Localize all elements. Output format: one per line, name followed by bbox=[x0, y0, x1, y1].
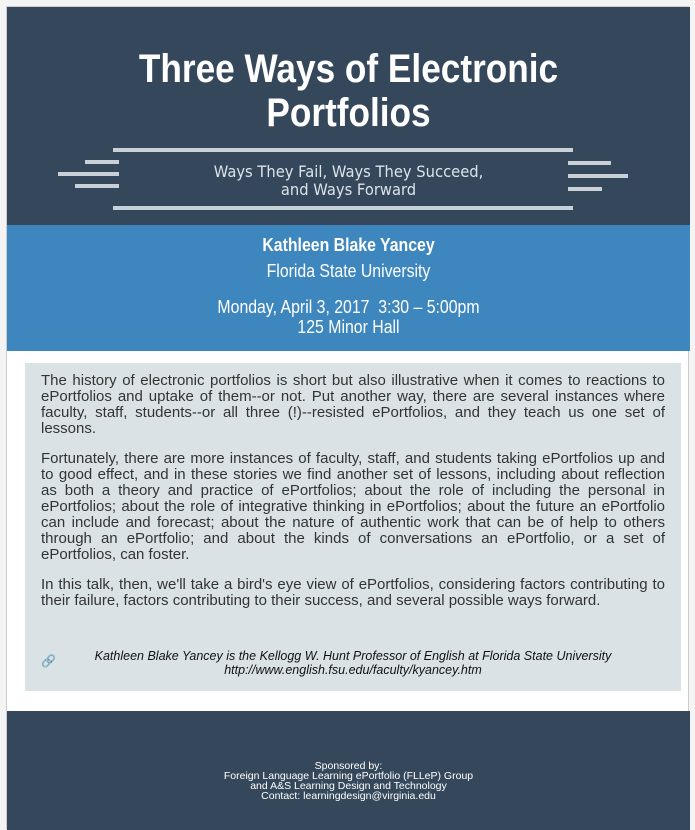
speaker-name: Kathleen Blake Yancey bbox=[262, 235, 435, 255]
datetime: Monday, April 3, 2017 3:30 – 5:00pm bbox=[217, 297, 480, 317]
subtitle-line: Ways They Fail, Ways They Succeed, bbox=[213, 162, 484, 181]
subtitle bbox=[34, 163, 662, 199]
bio-link[interactable]: http://www.english.fsu.edu/faculty/kyancey.htm bbox=[224, 663, 482, 677]
paragraph: Fortunately, there are more instances of faculty, staff, and students taking ePortfolios up and to good effect, and in these stories we find another set of lessons, including about reflection as both a theory and practice of ePortfolios; about the role of including the personal in ePortfolios; about the role of integrative thinking in ePortfolios; about the future an ePortfolio can include and forecast; about the nature of authentic work that can be of help to others through an ePortfolio; and about the kinds of conversations an ePortfolio, or a set of ePortfolios, can foster. bbox=[41, 450, 665, 563]
abstract bbox=[25, 363, 681, 691]
footer-line: Foreign Language Learning ePortfolio (FLLeP) Group bbox=[223, 770, 474, 782]
date-location bbox=[48, 297, 649, 337]
page-title bbox=[48, 47, 649, 135]
divider bbox=[113, 148, 573, 152]
link-icon: 🔗 bbox=[41, 654, 56, 668]
footer-line: Sponsored by: bbox=[314, 760, 383, 772]
affiliation: Florida State University bbox=[266, 261, 431, 281]
title-line: Three Ways of Electronic bbox=[138, 47, 559, 91]
header bbox=[7, 7, 690, 225]
speaker-bio bbox=[25, 649, 681, 677]
event-info bbox=[7, 225, 690, 351]
bio-text: Kathleen Blake Yancey is the Kellogg W. Hunt Professor of English at Florida State University bbox=[94, 649, 612, 663]
paragraph: The history of electronic portfolios is short but also illustrative when it comes to reactions to ePortfolios and uptake of them--or not. Put another way, there are several instances where faculty, staff, students--or all three (!)--resisted ePortfolios, and they teach us one set of lessons. bbox=[41, 372, 665, 437]
title-line: Portfolios bbox=[266, 91, 431, 135]
footer bbox=[7, 711, 690, 830]
paragraph: In this talk, then, we'll take a bird's eye view of ePortfolios, considering factors contributing to their failure, factors contributing to their success, and several possible ways forward. bbox=[41, 576, 665, 609]
subtitle-line: and Ways Forward bbox=[280, 180, 417, 199]
footer-line: and A&S Learning Design and Technology bbox=[250, 780, 447, 792]
divider bbox=[113, 206, 573, 210]
footer-contact: Contact: learningdesign@virginia.edu bbox=[261, 790, 436, 802]
flyer bbox=[6, 6, 689, 829]
location: 125 Minor Hall bbox=[297, 317, 400, 337]
